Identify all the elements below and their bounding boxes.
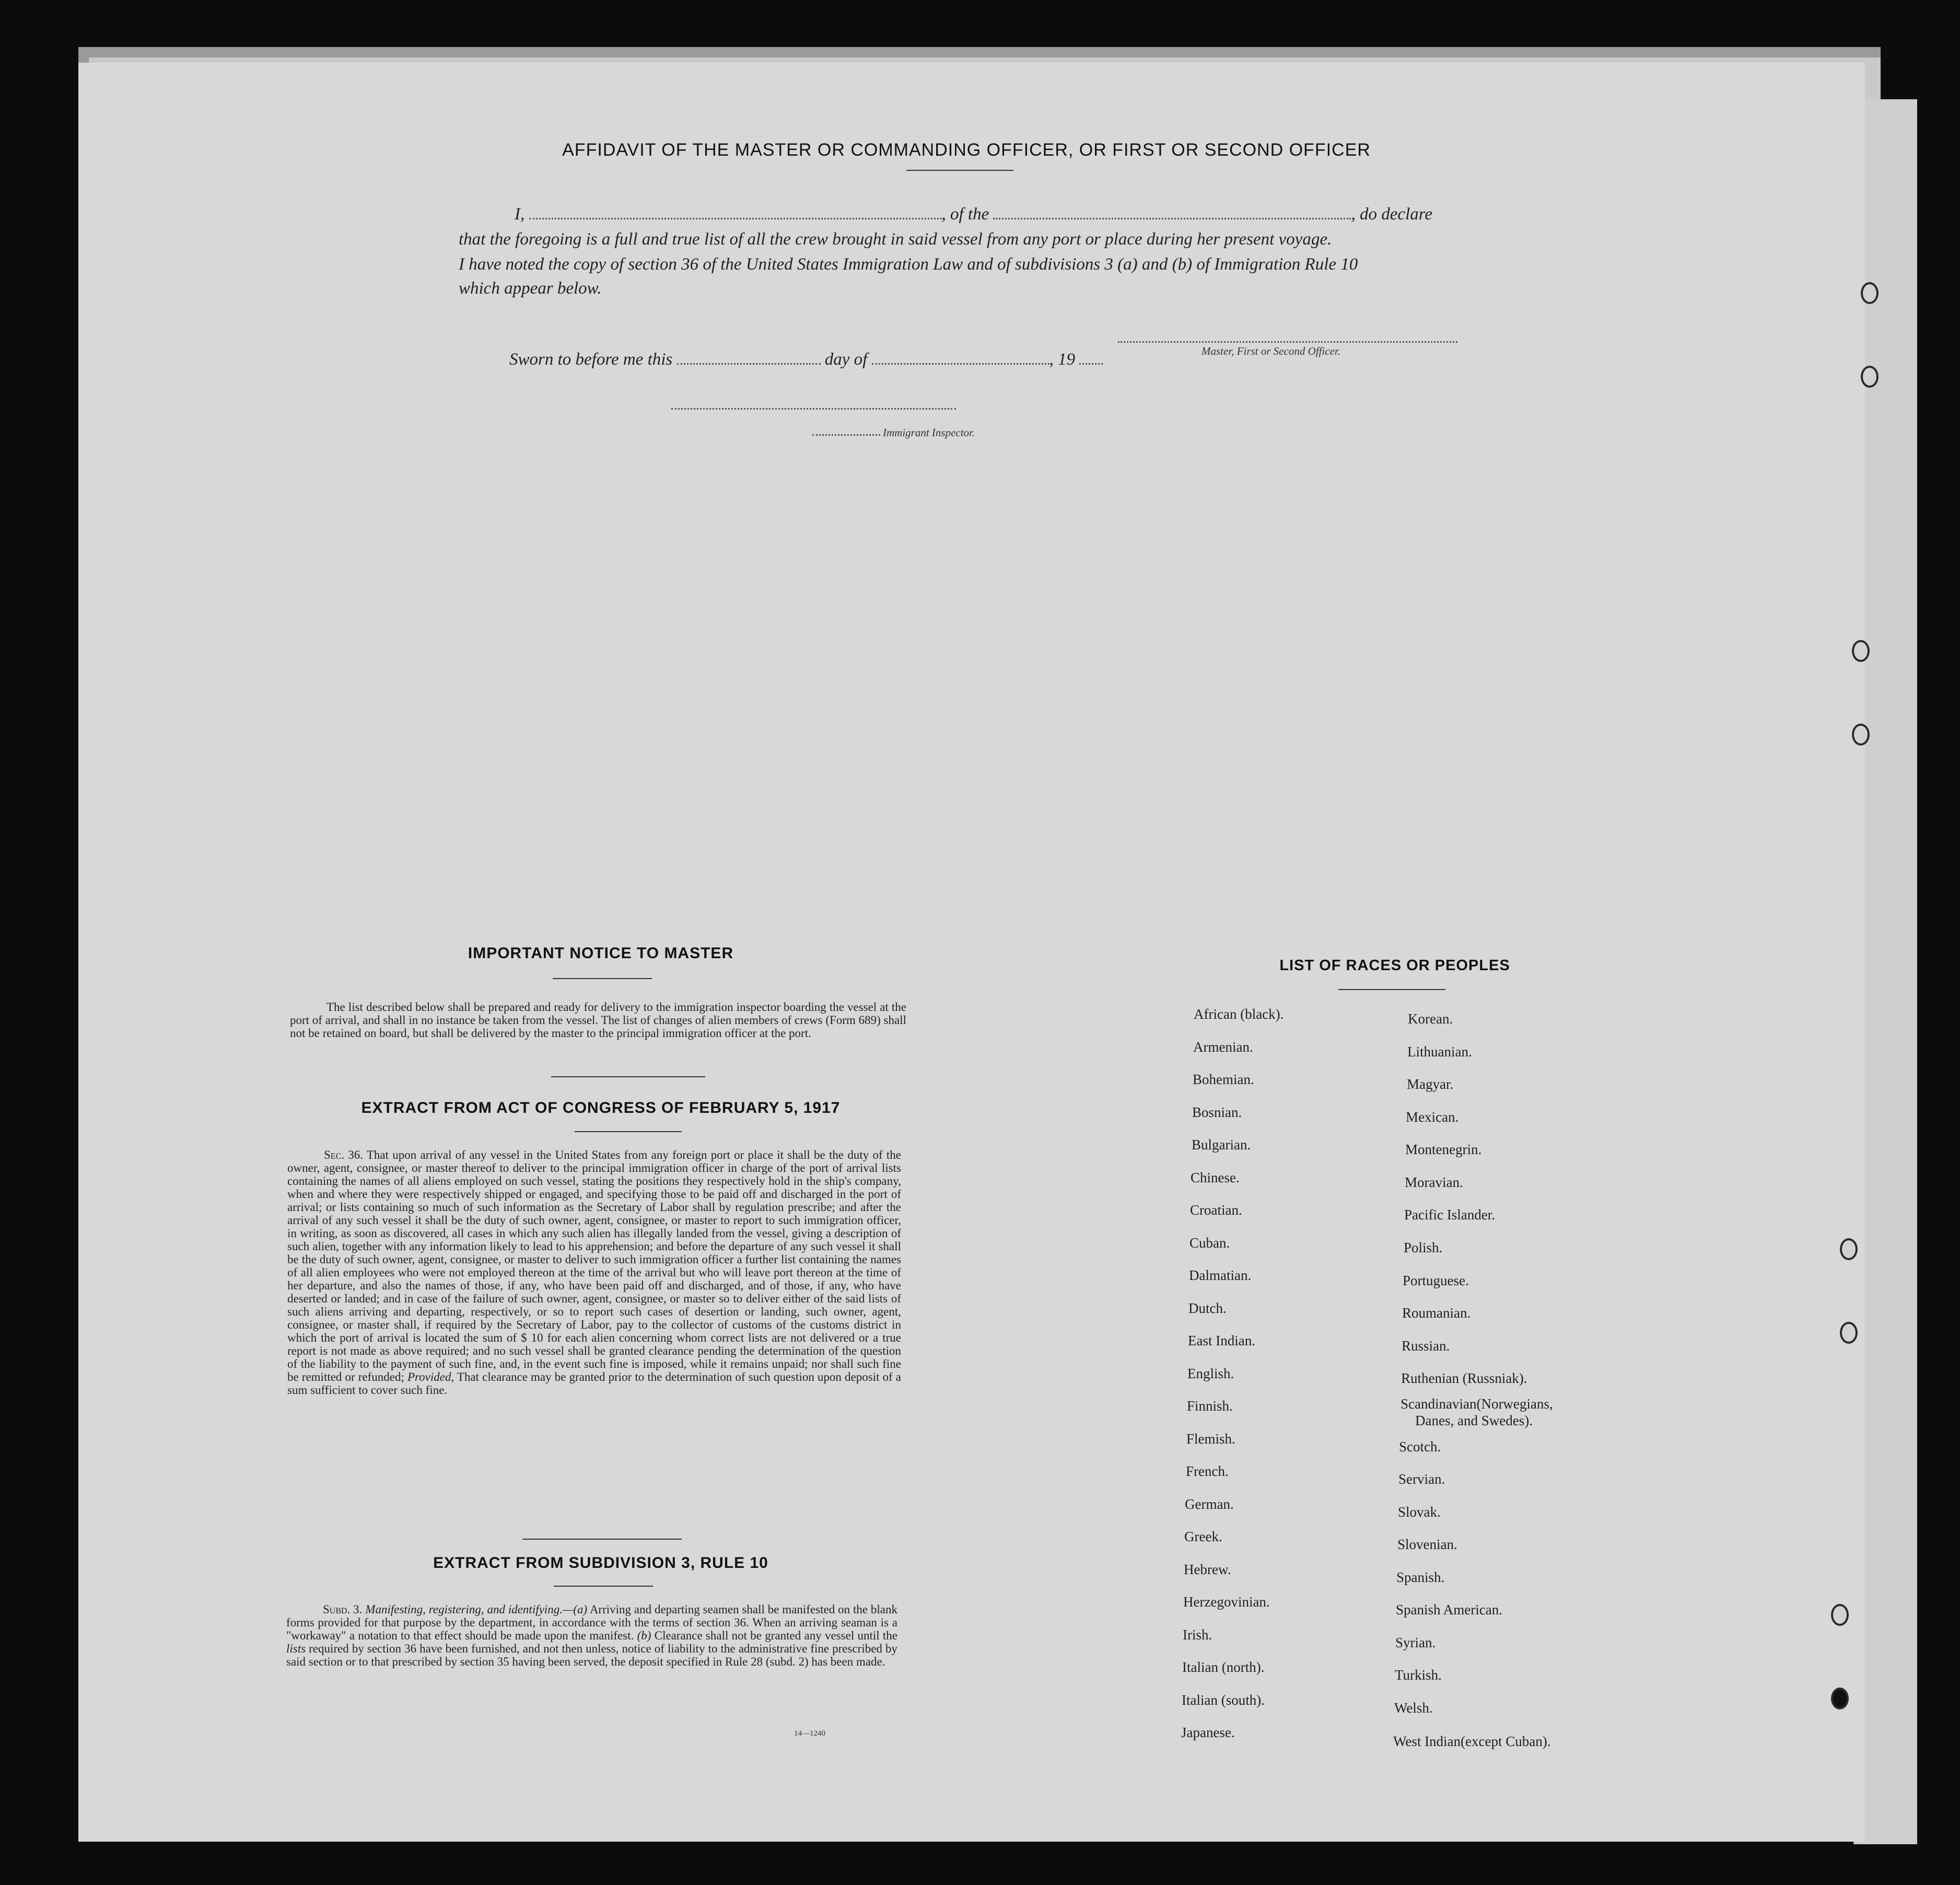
- race-item: Bosnian.: [1192, 1104, 1242, 1120]
- notice-rule: [553, 978, 652, 979]
- name-blank: [529, 217, 942, 219]
- race-item: Scandinavian(Norwegians,: [1401, 1396, 1553, 1412]
- race-item: Ruthenian (Russniak).: [1401, 1370, 1527, 1386]
- race-item: Korean.: [1408, 1011, 1453, 1027]
- race-item: West Indian(except Cuban).: [1393, 1733, 1551, 1749]
- race-item: Magyar.: [1407, 1076, 1454, 1092]
- races-title: LIST OF RACES OR PEOPLES: [1279, 957, 1510, 974]
- race-item: Greek.: [1184, 1529, 1222, 1544]
- act-extract-text: [287, 1148, 901, 1397]
- do-declare-label: , do declare: [1351, 205, 1432, 224]
- affidavit-line-1: [515, 205, 1432, 224]
- year-label: , 19: [1049, 350, 1076, 369]
- race-item: French.: [1186, 1463, 1229, 1479]
- binder-hole-icon: [1840, 1238, 1858, 1260]
- notice-text: The list described below shall be prepared and ready for delivery to the immigration inspector boarding the vessel at the port of arrival, and shall in no instance be taken from the vessel. The list of changes of alien members of crews (Form 689) shall not be retained on board, but shall be delivered by the master to the principal immigration officer at the port.: [290, 1000, 906, 1040]
- race-item: Welsh.: [1394, 1700, 1433, 1716]
- race-item: Spanish American.: [1396, 1602, 1502, 1618]
- affidavit-line-4: which appear below.: [459, 279, 602, 298]
- of-the-label: , of the: [941, 205, 989, 224]
- binder-hole-icon: [1840, 1322, 1858, 1344]
- year-blank: [1079, 363, 1103, 365]
- race-item: Italian (north).: [1182, 1659, 1265, 1675]
- race-item: Scotch.: [1399, 1439, 1441, 1455]
- master-signature-line: [1118, 341, 1457, 343]
- race-item: Finnish.: [1187, 1398, 1233, 1414]
- race-item: Polish.: [1404, 1240, 1443, 1255]
- rule-extract-title: EXTRACT FROM SUBDIVISION 3, RULE 10: [433, 1554, 768, 1572]
- inspector-dots: [812, 434, 880, 436]
- race-item: Armenian.: [1193, 1039, 1253, 1055]
- race-item: Lithuanian.: [1407, 1044, 1472, 1060]
- affidavit-line-2: that the foregoing is a full and true list of all the crew brought in said vessel from any port or place during her present voyage.: [459, 230, 1332, 249]
- race-item: Irish.: [1183, 1627, 1212, 1643]
- i-label: I,: [515, 205, 525, 224]
- subd-b-text-1: Clearance shall not be granted any vessel until the: [654, 1629, 898, 1642]
- race-item: Bohemian.: [1193, 1072, 1254, 1087]
- race-item: East Indian.: [1188, 1333, 1255, 1348]
- race-item: Bulgarian.: [1192, 1137, 1251, 1153]
- race-item: Croatian.: [1190, 1202, 1242, 1218]
- act-extract-title: EXTRACT FROM ACT OF CONGRESS OF FEBRUARY 5, 1917: [361, 1099, 841, 1116]
- affidavit-line-3: I have noted the copy of section 36 of the United States Immigration Law and of subdivisions 3 (a) and (b) of Immigration Rule 10: [459, 255, 1358, 274]
- race-item: Dalmatian.: [1189, 1267, 1252, 1283]
- race-item: Portuguese.: [1403, 1273, 1469, 1288]
- race-item: African (black).: [1194, 1006, 1284, 1022]
- race-item: Herzegovinian.: [1183, 1594, 1270, 1610]
- race-item: Dutch.: [1188, 1300, 1227, 1316]
- provided-label: Provided,: [407, 1370, 454, 1383]
- master-signature-label: Master, First or Second Officer.: [1201, 345, 1340, 357]
- sworn-month-blank: [872, 363, 1049, 365]
- race-item: Turkish.: [1395, 1667, 1442, 1683]
- form-number: 14—1240: [794, 1729, 825, 1738]
- race-item: Danes, and Swedes).: [1415, 1413, 1533, 1428]
- binder-hole-icon: [1861, 366, 1879, 388]
- binder-hole-icon: [1852, 640, 1870, 662]
- notice-title: IMPORTANT NOTICE TO MASTER: [468, 945, 734, 962]
- race-item: Flemish.: [1186, 1431, 1235, 1447]
- section-36-text: That upon arrival of any vessel in the United States from any foreign port or place it shall be the duty of the owner, agent, consignee, or master thereof to deliver to the principal immigration officer in charge of the port of arrival lists containing the names of all aliens employed on such vessel, stating the positions they respectively hold in the ship's company, when and where they were respectively shipped or engaged, and specifying those to be paid off and discharged in the port of arrival; or lists containing so much of such information as the Secretary of Labor shall by regulation prescribe; and after the arrival of any such vessel it shall be the duty of such owner, agent, consignee, or master to report to such immigration officer, in writing, as soon as discovered, all cases in which any such alien has illegally landed from the vessel, giving a description of such alien, together with any information likely to lead to his apprehension; and before the departure of any such vessel it shall be the duty of such owner, agent, consignee, or master to deliver to such immigration officer a further list containing the names of all alien employees who were not employed thereon at the time of the arrival but who will leave port thereon at the time of her departure, and also the names of those, if any, who have been paid off and discharged, and of those, if any, who have deserted or landed; and in case of the failure of such owner, agent, consignee, or master so to deliver either of the said lists of such aliens arriving and departing, respectively, or so to report such cases of desertion or landing, such owner, agent, consignee, or master shall, if required by the Secretary of Labor, pay to the collector of customs of the customs district in which the port of arrival is located the sum of $ 10 for each alien concerning whom correct lists are not delivered or a true report is not made as above required; and no such vessel shall be granted clearance pending the determination of the question of the liability to the payment of such fine, and, in the event such fine is imposed, while it remains unpaid; nor shall such fine be remitted or refunded;: [287, 1148, 901, 1383]
- race-item: German.: [1185, 1496, 1234, 1512]
- section-36-text-end: That clearance may be granted prior to the determination of such question upon deposit of a sum sufficient to cover such fine.: [287, 1370, 901, 1397]
- inspector-signature-label: Immigrant Inspector.: [883, 426, 975, 439]
- subd-heading: Manifesting, registering, and identifying.—(a): [365, 1603, 588, 1616]
- vessel-blank: [993, 217, 1351, 219]
- race-item: Roumanian.: [1402, 1305, 1471, 1321]
- inspector-signature-line: [671, 408, 956, 410]
- title-rule: [906, 170, 1013, 171]
- act-divider: [522, 1539, 682, 1540]
- race-item: Cuban.: [1189, 1235, 1230, 1251]
- race-item: Servian.: [1398, 1471, 1445, 1487]
- sworn-day-blank: [677, 363, 821, 365]
- race-item: Italian (south).: [1182, 1692, 1265, 1708]
- race-item: Moravian.: [1405, 1174, 1463, 1190]
- race-item: English.: [1187, 1366, 1234, 1381]
- race-item: Syrian.: [1395, 1635, 1436, 1650]
- sworn-label: Sworn to before me this: [509, 350, 673, 369]
- binder-hole-icon: [1831, 1604, 1849, 1626]
- race-item: Japanese.: [1181, 1725, 1235, 1740]
- affidavit-title: AFFIDAVIT OF THE MASTER OR COMMANDING OFFICER, OR FIRST OR SECOND OFFICER: [562, 140, 1371, 160]
- lists-word: lists: [286, 1642, 306, 1655]
- sworn-line: [509, 350, 1103, 369]
- race-item: Spanish.: [1396, 1569, 1445, 1585]
- race-item: Russian.: [1402, 1338, 1450, 1354]
- act-rule: [575, 1131, 682, 1132]
- subd-b-label: (b): [637, 1629, 651, 1642]
- binder-hole-icon: [1861, 282, 1879, 304]
- race-item: Slovenian.: [1397, 1537, 1457, 1552]
- race-item: Pacific Islander.: [1404, 1207, 1495, 1223]
- race-item: Hebrew.: [1184, 1562, 1231, 1577]
- race-item: Montenegrin.: [1405, 1142, 1482, 1157]
- subd-a-text: Arriving and departing seamen shall be manifested on the blank forms provided for that purpose by the department, in accordance with the terms of section 36. When an arriving seaman is a "workaway" a notation to that effect should be made upon the manifest.: [286, 1603, 898, 1642]
- subd-label: Subd. 3.: [323, 1603, 363, 1616]
- notice-divider: [551, 1076, 705, 1077]
- race-item: Slovak.: [1398, 1504, 1441, 1520]
- rule-extract-rule: [554, 1586, 653, 1587]
- subd-b-text-2: required by section 36 have been furnished, and not then unless, notice of liability to the administrative fine prescribed by said section or to that prescribed by section 35 having been served, the deposit specified in Rule 28 (subd. 2) has been made.: [286, 1642, 897, 1668]
- race-item: Chinese.: [1191, 1170, 1240, 1185]
- race-item: Mexican.: [1406, 1109, 1459, 1125]
- binder-hole-icon: [1852, 724, 1870, 746]
- races-rule: [1338, 989, 1445, 990]
- section-label: Sec. 36.: [324, 1148, 363, 1161]
- document-page: [78, 63, 1865, 1842]
- binder-hole-icon: [1831, 1688, 1849, 1709]
- day-of-label: day of: [824, 350, 868, 369]
- rule-extract-text: [286, 1603, 897, 1668]
